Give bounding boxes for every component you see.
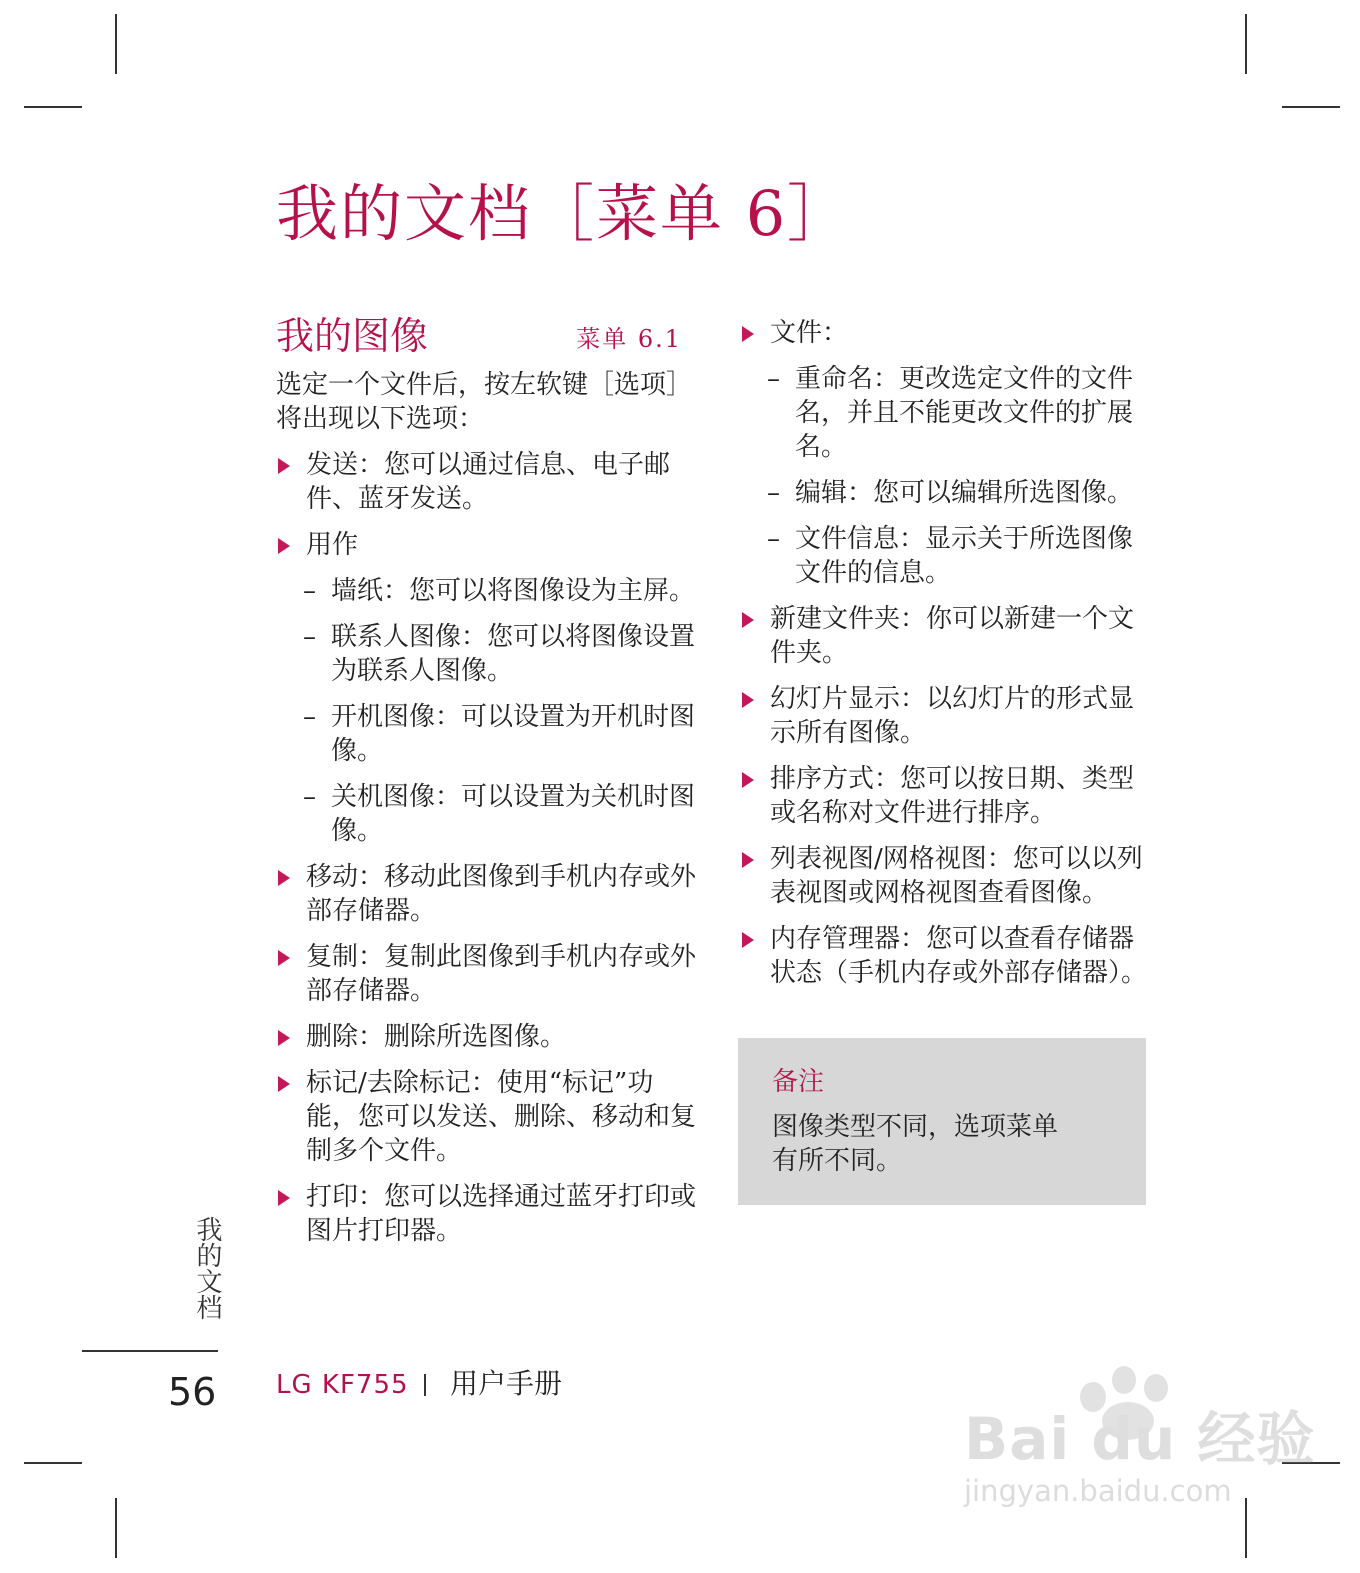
note-title: 备注	[772, 1067, 825, 1097]
dash-bullet-icon: –	[303, 702, 316, 732]
note-text: 图像类型不同，选项菜单有所不同。	[772, 1112, 1059, 1176]
list-item-text: 新建文件夹：你可以新建一个文件夹。	[770, 604, 1135, 668]
right-column	[740, 316, 1150, 1002]
dash-bullet-icon: –	[303, 782, 316, 812]
sub-list-item	[276, 700, 696, 768]
page-title: 我的文档［菜单 6］	[276, 177, 852, 250]
list-item	[276, 1180, 696, 1248]
triangle-bullet-icon	[742, 612, 754, 628]
crop-mark	[115, 14, 117, 74]
list-item-text: 列表视图/网格视图：您可以以列表视图或网格视图查看图像。	[770, 844, 1143, 908]
list-item-text: 联系人图像：您可以将图像设置为联系人图像。	[331, 622, 696, 686]
side-section-label: 我的文档	[192, 1216, 222, 1320]
sub-list-item	[276, 780, 696, 848]
triangle-bullet-icon	[278, 538, 290, 554]
list-item	[740, 602, 1150, 670]
crop-mark	[24, 106, 82, 108]
watermark-text: Bai du 经验	[964, 1405, 1316, 1473]
list-item-text: 移动：移动此图像到手机内存或外部存储器。	[306, 862, 697, 926]
paw-icon	[1144, 1374, 1168, 1402]
paw-icon	[1112, 1366, 1136, 1394]
triangle-bullet-icon	[278, 1030, 290, 1046]
list-item-text: 重命名：更改选定文件的文件名，并且不能更改文件的扩展名。	[795, 364, 1134, 462]
dash-bullet-icon: –	[303, 622, 316, 652]
dash-bullet-icon: –	[303, 576, 316, 606]
list-item-text: 文件信息：显示关于所选图像文件的信息。	[795, 524, 1134, 588]
list-item-text: 墙纸：您可以将图像设为主屏。	[331, 576, 696, 606]
list-item	[276, 1020, 696, 1054]
list-item-text: 用作	[306, 530, 359, 560]
menu-reference: 菜单 6.1	[576, 325, 682, 353]
list-item-text: 幻灯片显示：以幻灯片的形式显示所有图像。	[770, 684, 1135, 748]
list-item-text: 关机图像：可以设置为关机时图像。	[331, 782, 696, 846]
list-item-text: 复制：复制此图像到手机内存或外部存储器。	[306, 942, 697, 1006]
crop-mark	[115, 1498, 117, 1558]
list-item-text: 开机图像：可以设置为开机时图像。	[331, 702, 696, 766]
sub-list-item	[276, 574, 696, 608]
list-item	[276, 448, 696, 516]
section-header	[276, 312, 696, 368]
dash-bullet-icon: –	[767, 478, 780, 508]
triangle-bullet-icon	[278, 950, 290, 966]
list-item-text: 发送：您可以通过信息、电子邮件、蓝牙发送。	[306, 450, 671, 514]
list-item	[740, 682, 1150, 750]
list-item-text: 标记/去除标记：使用“标记”功能，您可以发送、删除、移动和复制多个文件。	[306, 1068, 697, 1166]
sub-list-item	[740, 362, 1150, 464]
sub-list-item	[740, 476, 1150, 510]
page-number: 56	[168, 1370, 217, 1414]
triangle-bullet-icon	[742, 326, 754, 342]
triangle-bullet-icon	[278, 1076, 290, 1092]
right-option-list	[740, 316, 1150, 990]
list-item-text: 内存管理器：您可以查看存储器状态（手机内存或外部存储器）。	[770, 924, 1148, 988]
intro-text: 选定一个文件后，按左软键［选项］将出现以下选项：	[276, 370, 693, 434]
triangle-bullet-icon	[742, 932, 754, 948]
crop-mark	[1245, 14, 1247, 74]
crop-mark	[1282, 106, 1340, 108]
sub-list-item	[740, 522, 1150, 590]
left-column	[276, 312, 696, 1260]
triangle-bullet-icon	[742, 852, 754, 868]
triangle-bullet-icon	[278, 870, 290, 886]
list-item	[740, 842, 1150, 910]
list-item-text: 排序方式：您可以按日期、类型或名称对文件进行排序。	[770, 764, 1135, 828]
side-divider	[82, 1350, 218, 1352]
footer-separator	[424, 1374, 426, 1396]
triangle-bullet-icon	[278, 1190, 290, 1206]
watermark-url: jingyan.baidu.com	[964, 1474, 1232, 1508]
footer-manual-label: 用户手册	[450, 1367, 563, 1400]
list-item-text: 文件：	[770, 318, 849, 348]
dash-bullet-icon: –	[767, 364, 780, 394]
list-item	[740, 922, 1150, 990]
sub-list-item	[276, 620, 696, 688]
triangle-bullet-icon	[742, 772, 754, 788]
triangle-bullet-icon	[278, 458, 290, 474]
list-item-text: 编辑：您可以编辑所选图像。	[795, 478, 1134, 508]
list-item	[276, 860, 696, 928]
list-item	[276, 940, 696, 1008]
crop-mark	[24, 1462, 82, 1464]
list-item	[276, 528, 696, 562]
dash-bullet-icon: –	[767, 524, 780, 554]
list-item	[740, 762, 1150, 830]
triangle-bullet-icon	[742, 692, 754, 708]
section-title: 我的图像	[276, 314, 429, 358]
left-option-list	[276, 448, 696, 1248]
footer-brand: LG KF755	[276, 1370, 409, 1400]
list-item-text: 打印：您可以选择通过蓝牙打印或图片打印器。	[306, 1182, 697, 1246]
note-box	[738, 1038, 1146, 1205]
list-item	[276, 1066, 696, 1168]
list-item-text: 删除：删除所选图像。	[306, 1022, 567, 1052]
list-item	[740, 316, 1150, 350]
baidu-watermark	[962, 1362, 1316, 1522]
